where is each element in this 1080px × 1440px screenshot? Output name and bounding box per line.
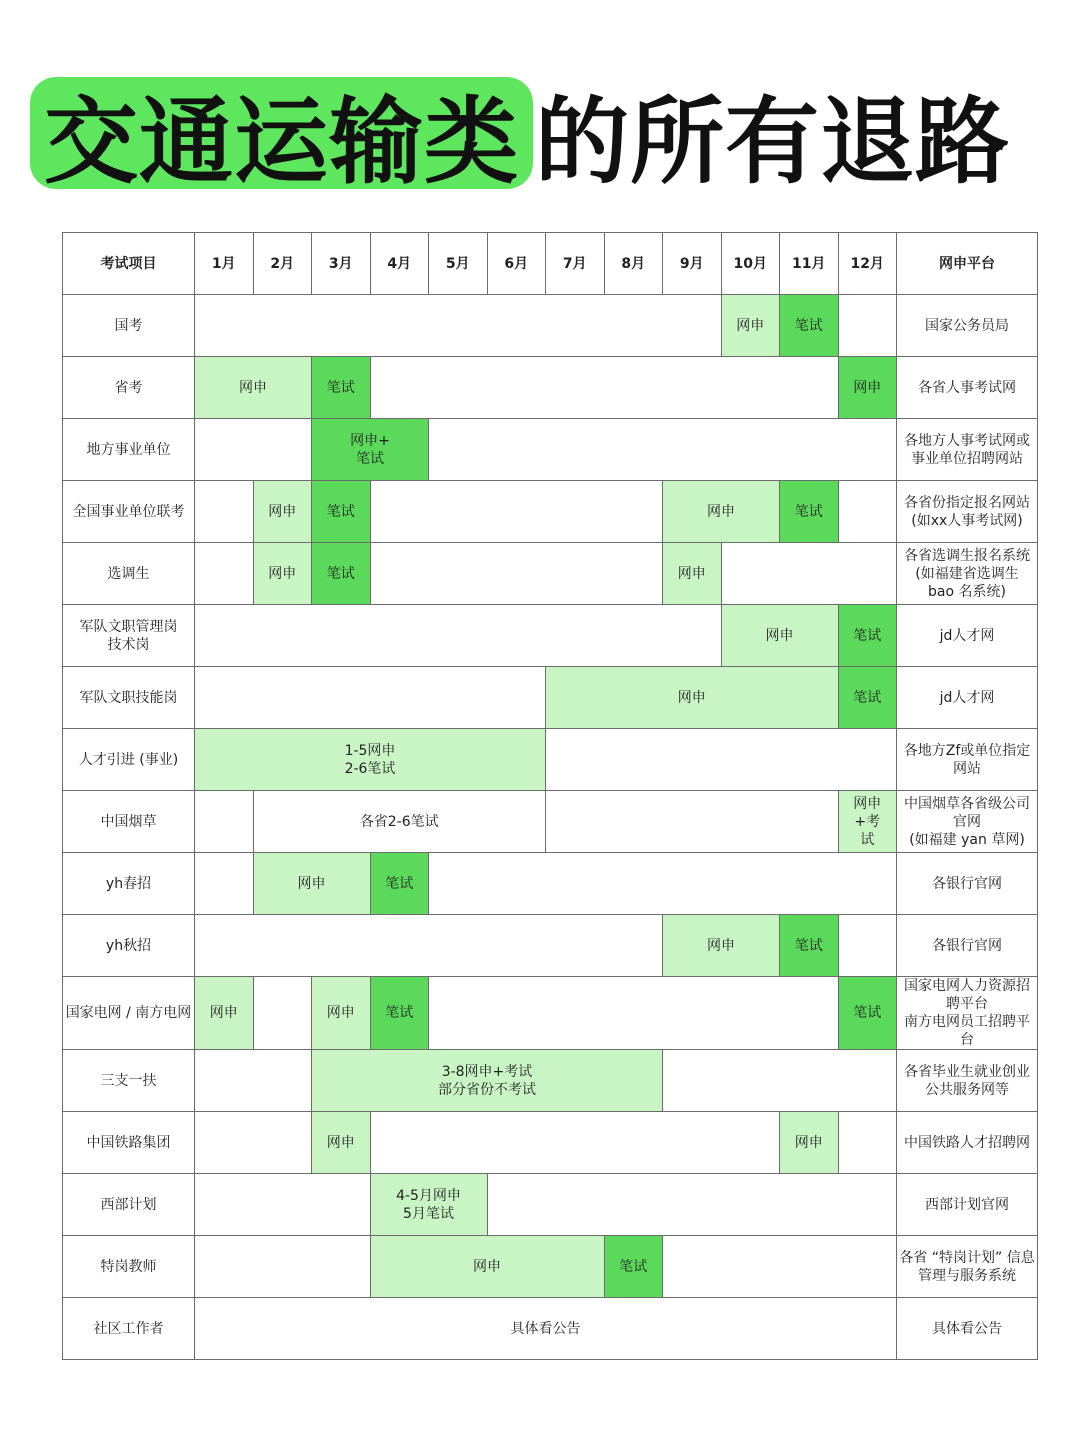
platform-cell: 各银行官网 [897, 853, 1038, 915]
schedule-cell [663, 1050, 897, 1112]
platform-cell: 中国烟草各省级公司 官网 (如福建 yan 草网) [897, 791, 1038, 853]
header-month: 10月 [721, 233, 780, 295]
platform-cell: 中国铁路人才招聘网 [897, 1112, 1038, 1174]
schedule-cell [253, 977, 312, 1050]
schedule-cell [429, 853, 897, 915]
table-row [63, 791, 1038, 853]
schedule-cell-apply: 网申 [546, 667, 839, 729]
platform-cell: 具体看公告 [897, 1298, 1038, 1360]
schedule-cell [429, 419, 897, 481]
exam-name: yh秋招 [63, 915, 195, 977]
title-highlight: 交通运输类 [30, 77, 533, 189]
schedule-cell [546, 791, 839, 853]
schedule-cell-exam: 笔试 [780, 915, 839, 977]
schedule-cell-exam: 笔试 [780, 295, 839, 357]
table-row [63, 605, 1038, 667]
schedule-cell-apply: 网申 [312, 977, 371, 1050]
schedule-cell-exam: 笔试 [838, 605, 897, 667]
schedule-cell-exam: 笔试 [780, 481, 839, 543]
exam-name: 全国事业单位联考 [63, 481, 195, 543]
schedule-cell [370, 481, 663, 543]
schedule-cell [429, 977, 839, 1050]
exam-schedule-table [62, 232, 1038, 1360]
title-rest: 的所有退路 [535, 87, 1011, 197]
table-row [63, 729, 1038, 791]
schedule-cell-exam: 网申+ 笔试 [312, 419, 429, 481]
exam-name: 中国铁路集团 [63, 1112, 195, 1174]
schedule-cell-exam: 笔试 [370, 853, 429, 915]
schedule-cell-apply: 网申 [370, 1236, 604, 1298]
platform-cell: 国家电网人力资源招 聘平台 南方电网员工招聘平 台 [897, 977, 1038, 1050]
exam-name: 军队文职管理岗 技术岗 [63, 605, 195, 667]
schedule-cell [195, 1236, 371, 1298]
exam-name: 国家电网 / 南方电网 [63, 977, 195, 1050]
platform-cell: 各省选调生报名系统 (如福建省选调生 bao 名系统) [897, 543, 1038, 605]
schedule-cell-exam: 笔试 [838, 667, 897, 729]
table-row [63, 1112, 1038, 1174]
schedule-cell [195, 915, 663, 977]
table-row [63, 1050, 1038, 1112]
header-row [63, 233, 1038, 295]
schedule-cell-exam: 笔试 [312, 357, 371, 419]
schedule-cell [195, 1174, 371, 1236]
schedule-cell-apply: 网申 [253, 543, 312, 605]
schedule-cell-apply: 网申 [721, 295, 780, 357]
schedule-cell-apply: 网申 [721, 605, 838, 667]
header-month: 3月 [312, 233, 371, 295]
table-row [63, 295, 1038, 357]
table-row [63, 977, 1038, 1050]
schedule-cell [195, 667, 546, 729]
platform-cell: 各地方Zf或单位指定 网站 [897, 729, 1038, 791]
schedule-cell [195, 1050, 312, 1112]
schedule-cell [663, 1236, 897, 1298]
schedule-cell-exam: 笔试 [838, 977, 897, 1050]
schedule-cell [838, 295, 897, 357]
header-month: 12月 [838, 233, 897, 295]
exam-name: 选调生 [63, 543, 195, 605]
schedule-cell [721, 543, 897, 605]
platform-cell: 各省 “特岗计划” 信息 管理与服务系统 [897, 1236, 1038, 1298]
header-month: 6月 [487, 233, 546, 295]
platform-cell: 各地方人事考试网或 事业单位招聘网站 [897, 419, 1038, 481]
schedule-cell [838, 915, 897, 977]
schedule-cell-exam: 网申 [838, 357, 897, 419]
schedule-cell [195, 605, 722, 667]
schedule-cell-apply: 网申 [195, 977, 254, 1050]
table-row [63, 1298, 1038, 1360]
schedule-cell-exam: 笔试 [312, 481, 371, 543]
table-row [63, 667, 1038, 729]
platform-cell: jd人才网 [897, 667, 1038, 729]
header-month: 11月 [780, 233, 839, 295]
schedule-cell-exam: 笔试 [604, 1236, 663, 1298]
table-row [63, 543, 1038, 605]
schedule-cell [195, 481, 254, 543]
table-row [63, 1174, 1038, 1236]
platform-cell: 各省人事考试网 [897, 357, 1038, 419]
header-month: 4月 [370, 233, 429, 295]
schedule-cell [546, 729, 897, 791]
schedule-cell-apply: 网申 [253, 853, 370, 915]
header-month: 8月 [604, 233, 663, 295]
table-row [63, 357, 1038, 419]
schedule-cell-apply: 1-5网申 2-6笔试 [195, 729, 546, 791]
schedule-cell [370, 357, 838, 419]
header-month: 2月 [253, 233, 312, 295]
schedule-cell-exam: 笔试 [370, 977, 429, 1050]
schedule-cell [195, 419, 312, 481]
table-row [63, 853, 1038, 915]
schedule-cell-apply: 网申+考 试 [838, 791, 897, 853]
exam-name: yh春招 [63, 853, 195, 915]
exam-name: 军队文职技能岗 [63, 667, 195, 729]
platform-cell: 国家公务员局 [897, 295, 1038, 357]
header-month: 9月 [663, 233, 722, 295]
exam-name: 社区工作者 [63, 1298, 195, 1360]
platform-cell: 西部计划官网 [897, 1174, 1038, 1236]
schedule-cell [195, 295, 722, 357]
schedule-cell-apply: 网申 [663, 543, 722, 605]
exam-name: 三支一扶 [63, 1050, 195, 1112]
exam-name: 西部计划 [63, 1174, 195, 1236]
table-body [63, 295, 1038, 1360]
schedule-cell [195, 1112, 312, 1174]
schedule-cell [838, 1112, 897, 1174]
schedule-cell [487, 1174, 897, 1236]
exam-name: 省考 [63, 357, 195, 419]
header-platform: 网申平台 [897, 233, 1038, 295]
exam-name: 特岗教师 [63, 1236, 195, 1298]
exam-name: 国考 [63, 295, 195, 357]
exam-name: 地方事业单位 [63, 419, 195, 481]
table-row [63, 419, 1038, 481]
header-item: 考试项目 [63, 233, 195, 295]
schedule-cell [838, 481, 897, 543]
header-month: 5月 [429, 233, 488, 295]
schedule-cell-apply: 网申 [195, 357, 312, 419]
table-row [63, 1236, 1038, 1298]
schedule-cell [195, 543, 254, 605]
schedule-cell-apply: 4-5月网申 5月笔试 [370, 1174, 487, 1236]
platform-cell: 各省份指定报名网站 (如xx人事考试网) [897, 481, 1038, 543]
schedule-cell-exam: 笔试 [312, 543, 371, 605]
page-title [30, 74, 1011, 197]
header-month: 1月 [195, 233, 254, 295]
schedule-cell [195, 853, 254, 915]
exam-name: 中国烟草 [63, 791, 195, 853]
platform-cell: 各省毕业生就业创业 公共服务网等 [897, 1050, 1038, 1112]
header-month: 7月 [546, 233, 605, 295]
table-row [63, 481, 1038, 543]
schedule-cell-apply: 网申 [780, 1112, 839, 1174]
schedule-cell [370, 1112, 780, 1174]
schedule-cell-apply: 网申 [312, 1112, 371, 1174]
schedule-cell [370, 543, 663, 605]
table-row [63, 915, 1038, 977]
schedule-cell-apply: 3-8网申+考试 部分省份不考试 [312, 1050, 663, 1112]
schedule-cell: 各省2-6笔试 [253, 791, 546, 853]
schedule-cell [195, 791, 254, 853]
exam-name: 人才引进 (事业) [63, 729, 195, 791]
schedule-cell-apply: 网申 [663, 915, 780, 977]
platform-cell: jd人才网 [897, 605, 1038, 667]
schedule-cell: 具体看公告 [195, 1298, 897, 1360]
schedule-cell-apply: 网申 [253, 481, 312, 543]
platform-cell: 各银行官网 [897, 915, 1038, 977]
schedule-cell-apply: 网申 [663, 481, 780, 543]
